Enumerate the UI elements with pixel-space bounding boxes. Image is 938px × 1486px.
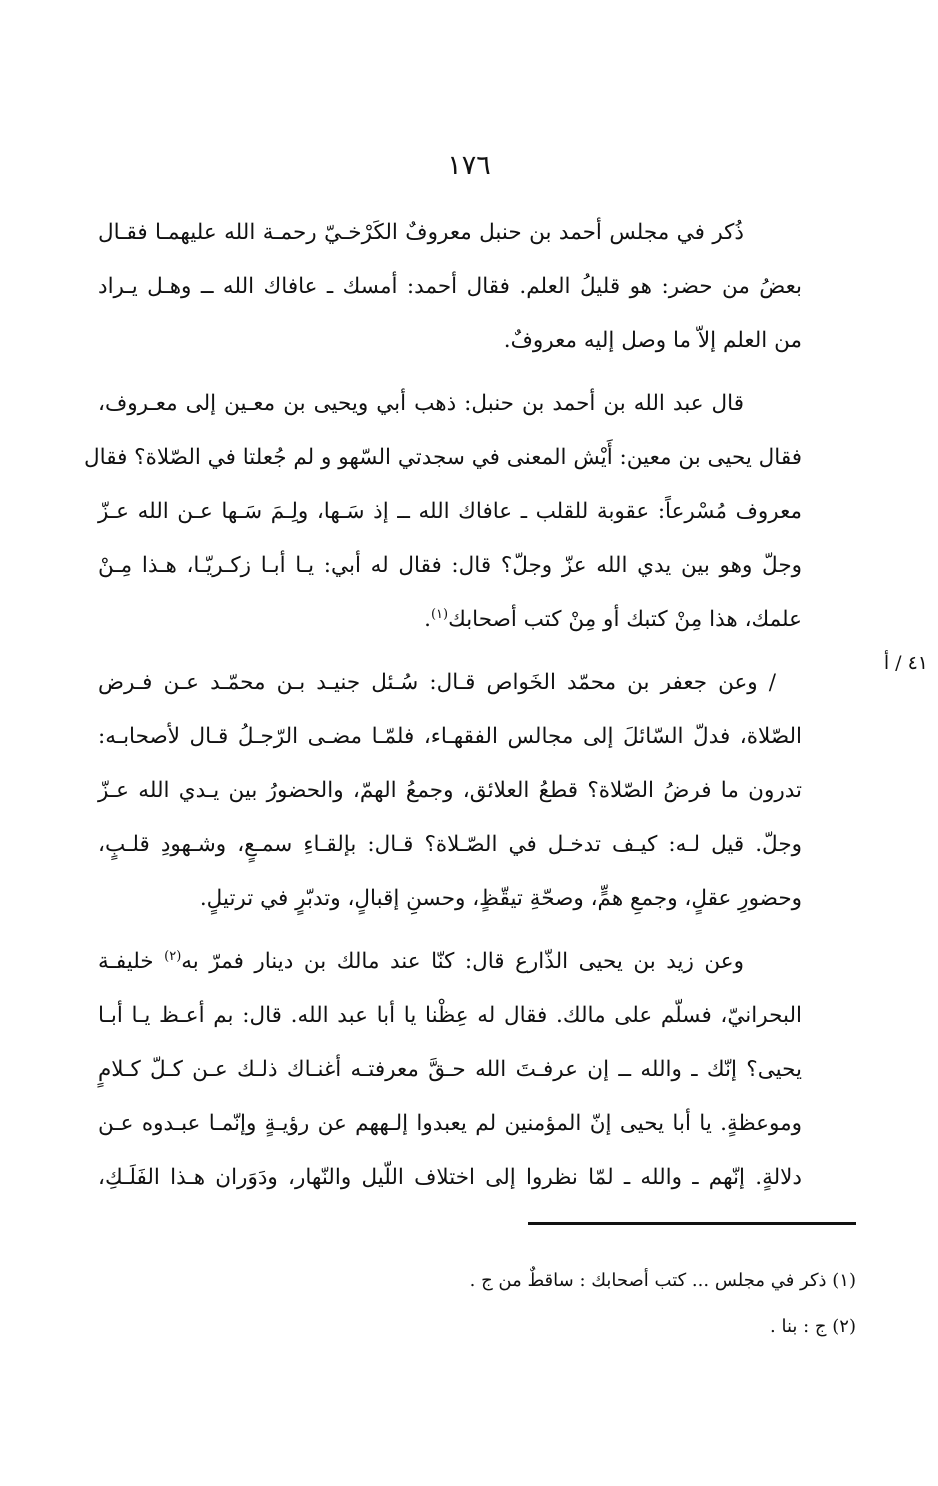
footnote-divider — [528, 1222, 856, 1225]
footnote-ref[interactable]: (١) — [430, 606, 449, 622]
text-line: البحرانيّ، فسلّم على مالك. فقال له عِظْنا يا أبا عبد الله. قال: بم أعـظ يـا أبـا — [98, 1003, 802, 1029]
footnote-ref[interactable]: (٢) — [164, 949, 182, 965]
page-number: ١٧٦ — [447, 150, 491, 181]
text-line: وجلّ وهو بين يدي الله عزّ وجلّ؟ قال: فقال له أبي: يـا أبـا زكـريّـا، هـذا مِـنْ — [98, 552, 802, 578]
margin-note: ٤١ / أ — [883, 652, 928, 674]
paragraph — [84, 377, 858, 646]
text-line: تدرون ما فرضُ الصّلاة؟ قطعُ العلائق، وجمعُ الهمّ، والحضورُ بين يـدي الله عـزّ — [98, 777, 802, 803]
text-line: دلالةٍ. إنّهم ـ والله ـ لمّا نظروا إلى اختلاف اللّيل والنّهار، ودَوَران هـذا الفَلَـكِ، — [98, 1164, 802, 1190]
text-line: وجلّ. قيل لـه: كيـف تدخـل في الصّـلاة؟ قـال: بإلقـاءِ سمـعٍ، وشـهودِ قلـبٍ، — [98, 831, 802, 857]
text-segment: وعن زيد بن يحيى الذّارع قال: كنّا عند مالك بن دينار فمرّ به — [181, 949, 745, 975]
text-line: وحضورِ عقلٍ، وجمعِ همٍّ، وصحّةِ تيقّظٍ، وحسنِ إقبالٍ، وتدبّرٍ في ترتيلٍ. — [199, 885, 802, 911]
period: . — [424, 606, 431, 632]
text-segment: علمك، هذا مِنْ كتبك أو مِنْ كتب أصحابك — [448, 606, 802, 632]
paragraph — [98, 656, 858, 925]
text-line: وموعظةٍ. يا أبا يحيى إنّ المؤمنين لم يعبدوا إلـههم عن رؤيـةٍ وإنّمـا عبـدوه عـن — [98, 1110, 802, 1136]
text-line: من العلم إلاّ ما وصل إليه معروفٌ. — [503, 327, 802, 353]
text-line: / وعن جعفر بن محمّد الخَواص قـال: سُـئل جنيـد بـن محمّـد عـن فـرض — [98, 670, 776, 696]
text-line: قال عبد الله بن أحمد بن حنبل: ذهب أبي ويحيى بن معـين إلى معـروف، — [98, 391, 744, 417]
paragraph — [98, 206, 858, 367]
body-text — [84, 206, 858, 1214]
footnote-2: (٢) ج : بنا . — [770, 1316, 856, 1337]
text-segment: خليفـة — [98, 949, 165, 975]
text-line: ذُكر في مجلس أحمد بن حنبل معروفٌ الكَرْخـيّ رحمـة الله عليهمـا فقـال — [98, 220, 744, 245]
footnote-1: (١) ذكر في مجلس ... كتب أصحابك : ساقطٌ من ج . — [469, 1270, 856, 1291]
text-line: معروف مُسْرعاً: عقوبة للقلب ـ عافاك الله ــ إذ سَـها، ولِـمَ سَـها عـن الله عـزّ — [98, 498, 802, 524]
text-line: الصّلاة، فدلّ السّائلَ إلى مجالس الفقهـاء، فلمّـا مضـى الرّجـلُ قـال لأصحابـه: — [98, 724, 802, 750]
text-line-with-footnote — [98, 935, 858, 989]
text-line-with-footnote — [98, 593, 858, 647]
text-line: يحيى؟ إنّك ـ والله ــ إن عرفـتَ الله حـقَّ معرفتـه أغنـاك ذلـك عـن كـلّ كـلامٍ — [98, 1056, 802, 1082]
footnotes — [300, 1258, 856, 1350]
paragraph — [98, 935, 858, 1204]
text-line: فقال يحيى بن معين: أَيْش المعنى في سجدتي السّهو و لم جُعلتا في الصّلاة؟ فقال — [84, 445, 802, 471]
text-line: بعضُ من حضر: هو قليلُ العلم. فقال أحمد: أمسك ـ عافاك الله ــ وهـل يـراد — [98, 273, 802, 299]
